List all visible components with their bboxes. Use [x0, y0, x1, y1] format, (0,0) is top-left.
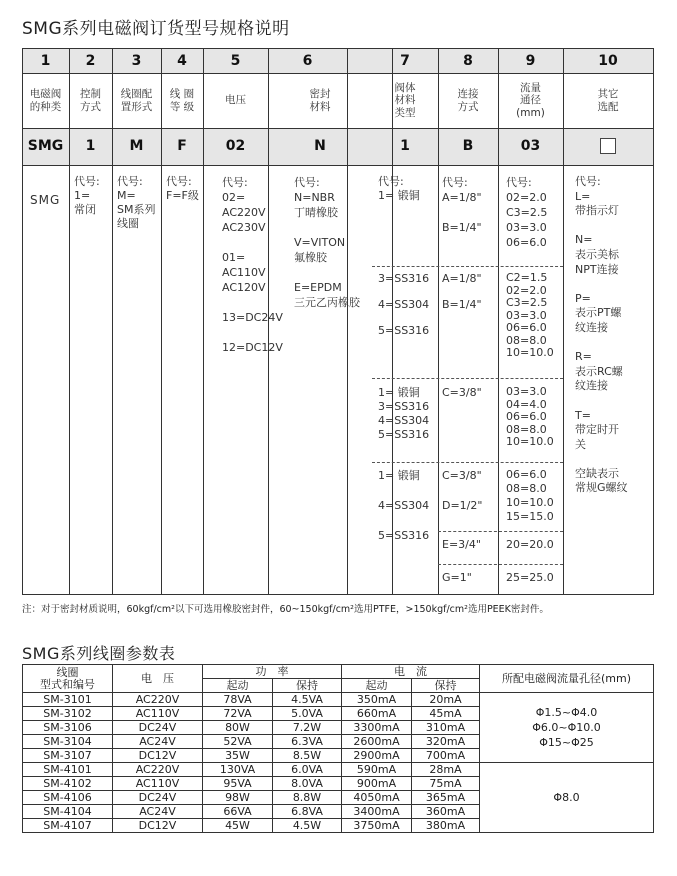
cell: 28mA — [412, 763, 480, 777]
col-header: 其它 选配 — [597, 88, 619, 113]
cell: SM-3106 — [23, 721, 113, 735]
cell: SM-4106 — [23, 791, 113, 805]
cell: 320mA — [412, 735, 480, 749]
header-current: 电 流 — [342, 665, 480, 679]
col-number: 10 — [598, 53, 618, 69]
cell: 4.5VA — [273, 693, 342, 707]
col-number: 4 — [177, 53, 187, 69]
connection-group: C=3/8" — [442, 386, 482, 399]
cell: 5.0VA — [273, 707, 342, 721]
cell: 80W — [203, 721, 273, 735]
cell: 380mA — [412, 819, 480, 833]
cell: 20mA — [412, 693, 480, 707]
voltage-options: 代号: 02= AC220V AC230V 01= AC110V AC120V 13=DC24V 12=DC12V — [222, 176, 283, 354]
cell: 6.0VA — [273, 763, 342, 777]
example-code: 02 — [225, 138, 246, 154]
cell: SM-3101 — [23, 693, 113, 707]
coil-parameter-table — [22, 664, 654, 833]
flow-bore-group: 03=3.0 04=4.0 06=6.0 08=8.0 10=10.0 — [506, 385, 554, 448]
header-current-hold: 保持 — [412, 679, 480, 693]
cell: 75mA — [412, 777, 480, 791]
cell: 900mA — [342, 777, 412, 791]
cell: 8.5W — [273, 749, 342, 763]
cell: 6.8VA — [273, 805, 342, 819]
header-power-start: 起动 — [203, 679, 273, 693]
cell: 45W — [203, 819, 273, 833]
cell: SM-3107 — [23, 749, 113, 763]
flow-bore-group: 20=20.0 — [506, 538, 554, 551]
header-voltage: 电 压 — [113, 665, 203, 693]
flow-bore-group: C2=1.5 02=2.0 C3=2.5 03=3.0 06=6.0 08=8.0 10=10.0 — [506, 271, 554, 359]
cell: DC12V — [113, 819, 203, 833]
connection-group: 代号: A=1/8" B=1/4" — [442, 176, 482, 234]
example-code: 1 — [400, 138, 410, 154]
flow-bore-group: 06=6.0 08=8.0 10=10.0 15=15.0 — [506, 468, 554, 523]
cell: SM-4104 — [23, 805, 113, 819]
cell: 8.0VA — [273, 777, 342, 791]
cell: 98W — [203, 791, 273, 805]
cell: 8.8W — [273, 791, 342, 805]
cell: 700mA — [412, 749, 480, 763]
example-code: M — [129, 138, 144, 154]
cell: SM-3102 — [23, 707, 113, 721]
header-coil-model: 线圈 型式和编号 — [23, 665, 113, 693]
cell: AC24V — [113, 735, 203, 749]
example-code: B — [462, 138, 474, 154]
flow-bore-group: 25=25.0 — [506, 571, 554, 584]
cell: 3400mA — [342, 805, 412, 819]
table-row — [23, 693, 654, 707]
header-power-hold: 保持 — [273, 679, 342, 693]
cell: 52VA — [203, 735, 273, 749]
cell: 365mA — [412, 791, 480, 805]
header-current-start: 起动 — [342, 679, 412, 693]
col-number: 9 — [525, 53, 536, 69]
cell: 66VA — [203, 805, 273, 819]
col-header: 控制 方式 — [80, 88, 101, 113]
cell: 3300mA — [342, 721, 412, 735]
cell: 590mA — [342, 763, 412, 777]
cell: 4.5W — [273, 819, 342, 833]
col-header: 阀体 材料 类型 — [394, 81, 416, 119]
cell: AC110V — [113, 707, 203, 721]
col-header: 密封 材料 — [309, 88, 331, 113]
example-code: 03 — [520, 138, 541, 154]
coil-config-options: 代号: M= SM系列 线圈 — [117, 175, 156, 230]
col-number: 2 — [85, 53, 96, 69]
table-row — [23, 763, 654, 777]
col-header: 线圈配 置形式 — [120, 88, 153, 113]
cell: SM-3104 — [23, 735, 113, 749]
cell: AC110V — [113, 777, 203, 791]
seal-material-note: 注：对于密封材质说明，60kgf/cm²以下可选用橡胶密封件，60~150kgf/cm²选用PTFE，>150kgf/cm²选用PEEK密封件。 — [22, 604, 549, 615]
cell: 4050mA — [342, 791, 412, 805]
cell: 660mA — [342, 707, 412, 721]
cell: 2600mA — [342, 735, 412, 749]
cell: DC24V — [113, 721, 203, 735]
body-material-group: 1= 锻铜 4=SS304 5=SS316 — [378, 469, 430, 542]
example-code: N — [314, 138, 326, 154]
col-header: 电磁阀 的种类 — [29, 88, 62, 113]
cell: 3750mA — [342, 819, 412, 833]
col-number: 3 — [131, 53, 142, 69]
cell: 45mA — [412, 707, 480, 721]
cell: DC12V — [113, 749, 203, 763]
bore-range-group: Φ8.0 — [480, 763, 654, 833]
cell: 310mA — [412, 721, 480, 735]
col-number: 7 — [400, 53, 410, 69]
cell: 6.3VA — [273, 735, 342, 749]
body-material-group: 代号: 1= 锻铜 — [378, 175, 420, 202]
header-bore: 所配电磁阀流量孔径(mm) — [480, 665, 654, 693]
cell: 7.2W — [273, 721, 342, 735]
cell: AC220V — [113, 693, 203, 707]
cell: AC24V — [113, 805, 203, 819]
cell: SM-4107 — [23, 819, 113, 833]
page-title: SMG系列电磁阀订货型号规格说明 — [22, 19, 290, 39]
cell: 350mA — [342, 693, 412, 707]
cell: 130VA — [203, 763, 273, 777]
control-mode-options: 代号: 1= 常闭 — [74, 175, 100, 216]
cell: 78VA — [203, 693, 273, 707]
connection-group: G=1" — [442, 571, 472, 584]
body-material-group: 1= 锻铜 3=SS316 4=SS304 5=SS316 — [378, 386, 430, 441]
header-power: 功 率 — [203, 665, 342, 679]
bore-range-group: Φ1.5~Φ4.0 Φ6.0~Φ10.0 Φ15~Φ25 — [480, 693, 654, 763]
col-number: 6 — [302, 53, 313, 69]
cell: AC220V — [113, 763, 203, 777]
options-list: 代号: L= 带指示灯 N= 表示美标 NPT连接 P= 表示PT螺 纹连接 R= 表示RC螺 纹连接 T= 带定时开 关 空缺表示 常规G螺纹 — [575, 175, 628, 495]
example-code: SMG — [27, 138, 64, 154]
coil-table-title: SMG系列线圈参数表 — [22, 644, 176, 663]
cell: 35W — [203, 749, 273, 763]
col-number: 8 — [463, 53, 473, 69]
col-header: 电压 — [225, 94, 246, 107]
example-code: F — [177, 138, 187, 154]
connection-group: A=1/8" B=1/4" — [442, 272, 482, 311]
valve-type-value: SMG — [30, 193, 61, 207]
col-header: 流量 通径 (mm) — [516, 81, 545, 119]
example-code: 1 — [85, 138, 96, 154]
cell: SM-4102 — [23, 777, 113, 791]
col-number: 5 — [230, 53, 241, 69]
cell: SM-4101 — [23, 763, 113, 777]
cell: 360mA — [412, 805, 480, 819]
order-spec-table — [22, 48, 654, 594]
cell: DC24V — [113, 791, 203, 805]
flow-bore-group: 代号: 02=2.0 C3=2.5 03=3.0 06=6.0 — [506, 176, 548, 249]
col-header: 连接 方式 — [457, 88, 479, 113]
connection-group: E=3/4" — [442, 538, 481, 551]
seal-material-options: 代号: N=NBR 丁晴橡胶 V=VITON 氟橡胶 E=EPDM 三元乙丙橡胶 — [294, 176, 360, 309]
coil-class-options: 代号: F=F级 — [166, 175, 199, 202]
body-material-group: 3=SS316 4=SS304 5=SS316 — [378, 272, 430, 337]
cell: 2900mA — [342, 749, 412, 763]
connection-group: C=3/8" D=1/2" — [442, 469, 483, 512]
option-checkbox[interactable] — [600, 138, 616, 154]
col-number: 1 — [40, 53, 51, 69]
cell: 95VA — [203, 777, 273, 791]
cell: 72VA — [203, 707, 273, 721]
col-header: 线 圈 等 级 — [169, 88, 195, 113]
